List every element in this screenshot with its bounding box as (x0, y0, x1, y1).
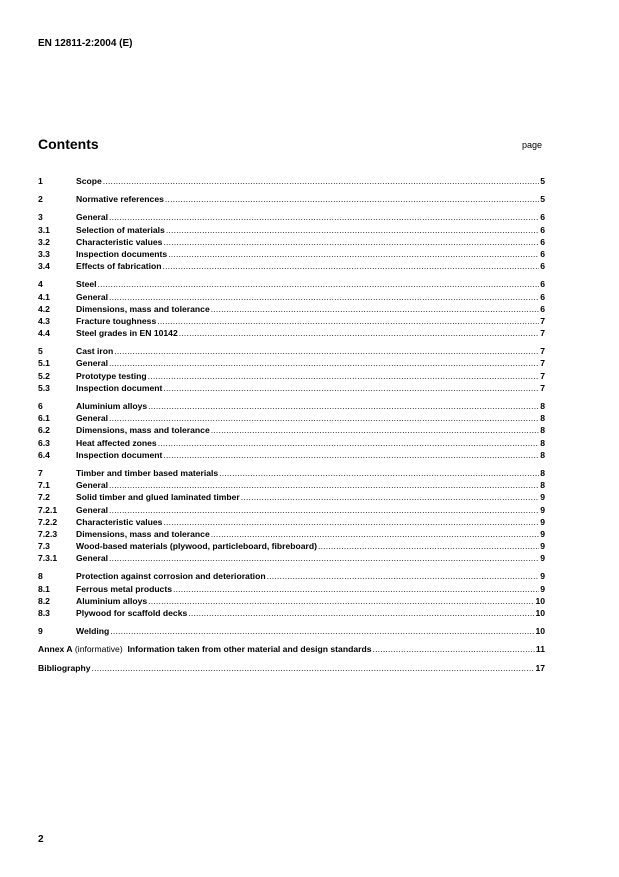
toc-entry-page: 9 (540, 583, 545, 594)
toc-dot-leader (211, 424, 539, 436)
page-number: 2 (38, 834, 44, 845)
toc-entry-page: 6 (540, 303, 545, 314)
toc-entry-title: Aluminium alloys (76, 595, 148, 606)
toc-entry-number: 6 (38, 401, 43, 411)
toc-dot-leader (157, 315, 539, 327)
toc-entry-title: Effects of fabrication (76, 261, 162, 272)
toc-entry-number: 8 (38, 571, 43, 582)
toc-entry-page: 6 (540, 236, 545, 247)
toc-entry-page: 8 (540, 449, 545, 460)
toc-entry-number: 8.3 (38, 608, 50, 618)
toc-entry-page: 10 (535, 595, 545, 606)
toc-dot-leader (163, 449, 539, 461)
toc-entry-title: Dimensions, mass and tolerance (76, 303, 210, 314)
toc-entry-title: Characteristic values (76, 236, 163, 247)
toc-entry-page: 6 (540, 291, 545, 302)
toc-dot-leader (109, 479, 539, 491)
toc-dot-leader (162, 260, 539, 272)
contents-title: Contents (38, 136, 99, 152)
toc-dot-leader (148, 400, 539, 412)
toc-entry[interactable] (38, 570, 545, 582)
toc-group (38, 400, 545, 461)
toc-group (38, 625, 545, 637)
toc-entry-number: 6.4 (38, 449, 50, 460)
toc-group (38, 570, 545, 619)
toc-entry-page: 7 (540, 370, 545, 381)
toc-entry-number: 7.2.3 (38, 528, 58, 539)
toc-dot-leader (92, 662, 535, 674)
toc-entry[interactable] (38, 211, 545, 223)
toc-entry-title: Characteristic values (76, 516, 163, 527)
toc-dot-leader (103, 175, 539, 187)
toc-entry[interactable] (38, 357, 545, 369)
toc-entry-title: General (76, 413, 109, 424)
toc-entry[interactable] (38, 607, 545, 619)
toc-entry-title: Prototype testing (76, 370, 147, 381)
toc-entry-number: 3.3 (38, 248, 50, 259)
toc-dot-leader (109, 211, 539, 223)
toc-entry-page: 9 (540, 528, 545, 539)
toc-dot-leader (166, 224, 539, 236)
toc-entry-title: Fracture toughness (76, 315, 157, 326)
toc-entry-number: 4 (38, 279, 43, 290)
toc-entry[interactable] (38, 315, 545, 327)
toc-dot-leader (188, 607, 534, 619)
toc-entry-page: 8 (540, 401, 545, 411)
toc-entry-title: Steel (76, 279, 97, 290)
toc-dot-leader (318, 540, 539, 552)
toc-entry-page: 8 (540, 425, 545, 436)
toc-entry-page: 8 (540, 413, 545, 424)
toc-entry[interactable] (38, 327, 545, 339)
toc-entry-number: 6.2 (38, 425, 50, 436)
toc-entry-number: 9 (38, 626, 43, 637)
toc-entry[interactable] (38, 491, 545, 503)
toc-entry-page: 5 (540, 176, 545, 186)
toc-entry-page: 7 (540, 328, 545, 339)
toc-entry[interactable] (38, 662, 545, 674)
toc-entry-page: 11 (535, 644, 545, 655)
toc-entry-title: Timber and timber based materials (76, 467, 219, 478)
toc-entry-page: 17 (535, 662, 545, 673)
toc-entry-title: Aluminium alloys (76, 401, 148, 411)
toc-dot-leader (163, 382, 539, 394)
toc-entry[interactable] (38, 370, 545, 382)
toc-dot-leader (109, 357, 539, 369)
toc-dot-leader (168, 248, 539, 260)
toc-group (38, 662, 545, 674)
toc-dot-leader (148, 595, 534, 607)
toc-entry-page: 7 (540, 382, 545, 393)
toc-entry-number: 5.2 (38, 370, 50, 381)
toc-entry-title: Inspection documents (76, 248, 168, 259)
toc-entry-title: Ferrous metal products (76, 583, 172, 594)
toc-entry-title: Selection of materials (76, 224, 165, 235)
toc-entry-title: General (76, 504, 109, 515)
toc-entry-page: 6 (540, 261, 545, 272)
toc-entry-page: 8 (540, 480, 545, 491)
toc-entry-number: 7.3.1 (38, 553, 58, 564)
toc-entry[interactable] (38, 504, 545, 516)
toc-entry[interactable] (38, 449, 545, 461)
toc-entry[interactable] (38, 291, 545, 303)
toc-entry-number: 7.2.1 (38, 504, 58, 515)
toc-dot-leader (98, 278, 540, 290)
toc-entry-page: 9 (540, 571, 545, 582)
toc-entry-title: Inspection document (76, 449, 163, 460)
toc-dot-leader (165, 193, 539, 205)
toc-entry-number: 7 (38, 467, 43, 478)
toc-entry[interactable] (38, 552, 545, 564)
toc-entry-title: Wood-based materials (plywood, particleboard, fibreboard) (76, 541, 317, 552)
toc-entry-page: 5 (540, 194, 545, 205)
toc-entry-page: 7 (540, 346, 545, 357)
toc-entry-number: 5.1 (38, 358, 50, 369)
toc-entry-title: Plywood for scaffold decks (76, 608, 188, 618)
toc-entry-title: General (76, 553, 109, 564)
toc-dot-leader (211, 303, 539, 315)
toc-dot-leader (158, 437, 540, 449)
toc-dot-leader (163, 236, 539, 248)
toc-entry-number: 7.3 (38, 541, 50, 552)
toc-entry-number: 7.2 (38, 492, 50, 503)
toc-dot-leader (109, 552, 539, 564)
toc-dot-leader (219, 467, 539, 479)
toc-entry-number: 3 (38, 212, 43, 223)
toc-entry[interactable] (38, 400, 545, 412)
toc-group (38, 193, 545, 205)
toc-entry-page: 9 (540, 553, 545, 564)
toc-entry-title: Welding (76, 626, 110, 637)
toc-entry[interactable] (38, 467, 545, 479)
toc-dot-leader (267, 570, 540, 582)
toc-entry[interactable] (38, 540, 545, 552)
toc-dot-leader (109, 412, 539, 424)
toc-entry-page: 6 (540, 224, 545, 235)
toc-entry[interactable] (38, 382, 545, 394)
toc-entry-title: Inspection document (76, 382, 163, 393)
toc-entry-page: 10 (535, 626, 545, 637)
toc-entry[interactable] (38, 345, 545, 357)
toc-entry-number: 1 (38, 176, 43, 186)
toc-entry[interactable] (38, 437, 545, 449)
toc-entry-page: 7 (540, 315, 545, 326)
toc-dot-leader (148, 370, 540, 382)
toc-entry-title: Protection against corrosion and deterioration (76, 571, 266, 582)
toc-entry-number: 3.2 (38, 236, 50, 247)
toc-dot-leader (211, 528, 539, 540)
toc-dot-leader (372, 643, 534, 655)
toc-entry-number: 2 (38, 194, 43, 205)
toc-entry-title: General (76, 480, 109, 491)
toc-entry-title: Scope (76, 176, 102, 186)
toc-entry-number: 4.2 (38, 303, 50, 314)
toc-entry-number: 8.1 (38, 583, 50, 594)
toc-dot-leader (173, 583, 539, 595)
toc-entry-page: 6 (540, 212, 545, 223)
toc-group (38, 175, 545, 187)
toc-entry-number: 6.1 (38, 413, 50, 424)
toc-dot-leader (109, 504, 539, 516)
toc-entry[interactable] (38, 193, 545, 205)
toc-entry-title: Solid timber and glued laminated timber (76, 492, 240, 503)
toc-entry-page: 8 (540, 467, 545, 478)
toc-dot-leader (114, 345, 539, 357)
toc-entry-title: Bibliography (38, 662, 91, 673)
toc-entry-page: 9 (540, 541, 545, 552)
toc-entry-number: 4.1 (38, 291, 50, 302)
toc-group (38, 278, 545, 339)
toc-entry-title: General (76, 358, 109, 369)
toc-entry-title: Cast iron (76, 346, 114, 357)
toc-entry-page: 9 (540, 492, 545, 503)
toc-entry-page: 7 (540, 358, 545, 369)
toc-entry-title: General (76, 212, 109, 223)
toc-entry-page: 9 (540, 516, 545, 527)
toc-entry-number: 3.4 (38, 261, 50, 272)
toc-entry[interactable] (38, 260, 545, 272)
toc-entry[interactable] (38, 595, 545, 607)
toc-group (38, 467, 545, 565)
toc-dot-leader (179, 327, 539, 339)
toc-entry-number: 5.3 (38, 382, 50, 393)
toc-entry-number: 3.1 (38, 224, 50, 235)
toc-entry-title: General (76, 291, 109, 302)
toc-dot-leader (163, 516, 539, 528)
toc-dot-leader (109, 291, 539, 303)
toc-entry-page: 6 (540, 248, 545, 259)
toc-entry[interactable] (38, 278, 545, 290)
toc-dot-leader (241, 491, 539, 503)
toc-group (38, 345, 545, 394)
toc-entry[interactable] (38, 528, 545, 540)
toc-entry-title: Heat affected zones (76, 437, 157, 448)
toc-entry[interactable] (38, 583, 545, 595)
toc-group (38, 643, 545, 655)
toc-entry-number: 5 (38, 346, 43, 357)
toc-entry-number: 7.1 (38, 480, 50, 491)
toc-entry[interactable] (38, 479, 545, 491)
toc-entry[interactable] (38, 516, 545, 528)
table-of-contents (38, 175, 545, 680)
toc-entry-title: Steel grades in EN 10142 (76, 328, 178, 339)
toc-entry-title: Annex A (informative) Information taken from other material and design standards (38, 644, 372, 655)
toc-entry[interactable] (38, 303, 545, 315)
toc-dot-leader (110, 625, 534, 637)
toc-group (38, 211, 545, 272)
toc-entry-title: Dimensions, mass and tolerance (76, 425, 210, 436)
toc-entry-page: 8 (540, 437, 545, 448)
toc-entry-number: 4.3 (38, 315, 50, 326)
toc-entry-page: 10 (535, 608, 545, 618)
toc-entry[interactable] (38, 424, 545, 436)
toc-entry-number: 6.3 (38, 437, 50, 448)
toc-entry-number: 8.2 (38, 595, 50, 606)
document-id: EN 12811-2:2004 (E) (38, 38, 133, 49)
toc-entry[interactable] (38, 224, 545, 236)
toc-entry-number: 4.4 (38, 328, 50, 339)
toc-entry-title: Dimensions, mass and tolerance (76, 528, 210, 539)
toc-entry[interactable] (38, 412, 545, 424)
page-column-label: page (522, 140, 543, 150)
toc-entry[interactable] (38, 248, 545, 260)
toc-entry-page: 6 (540, 279, 545, 290)
toc-entry[interactable] (38, 625, 545, 637)
toc-entry[interactable] (38, 643, 545, 655)
toc-entry-page: 9 (540, 504, 545, 515)
toc-entry-title: Normative references (76, 194, 164, 205)
toc-entry[interactable] (38, 236, 545, 248)
toc-entry-number: 7.2.2 (38, 516, 58, 527)
toc-entry[interactable] (38, 175, 545, 187)
